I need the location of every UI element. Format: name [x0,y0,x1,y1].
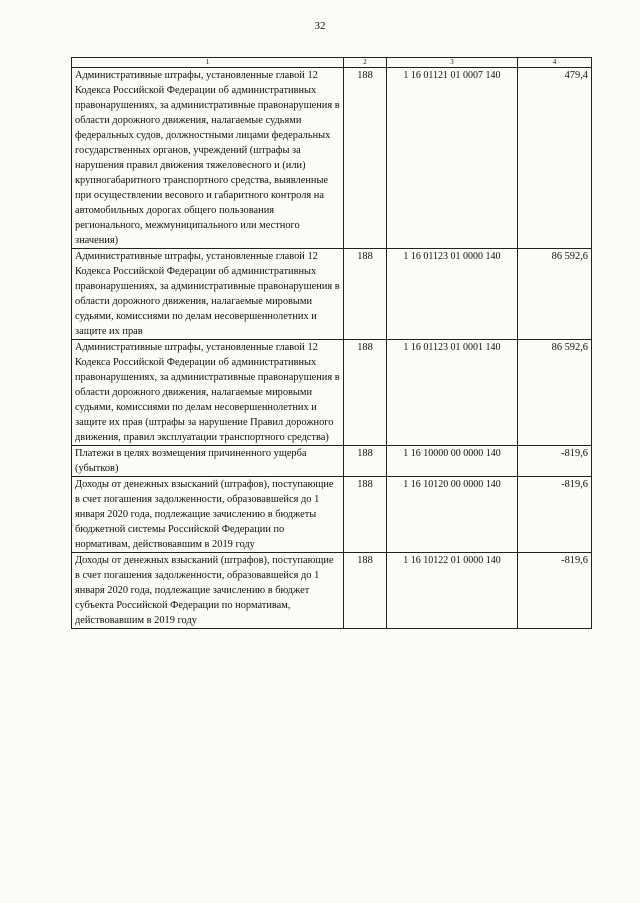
row-amount: -819,6 [518,446,592,477]
table-header-row [72,58,592,68]
page-number: 32 [314,20,326,32]
row-admin-code: 188 [344,477,387,553]
header-col-1: 1 [72,58,344,68]
header-col-3: 3 [387,58,518,68]
row-admin-code: 188 [344,446,387,477]
row-name: Административные штрафы, установленные главой 12 Кодекса Российской Федерации об административных правонарушениях, за административные правонарушения в области дорожного движения, налагаемые мировыми судьями, комиссиями по делам несовершеннолетних и защите их прав [72,249,344,340]
row-name: Платежи в целях возмещения причиненного ущерба (убытков) [72,446,344,477]
header-col-4: 4 [518,58,592,68]
row-budget-code: 1 16 01123 01 0001 140 [387,340,518,446]
row-name: Административные штрафы, установленные главой 12 Кодекса Российской Федерации об административных правонарушениях, за административные правонарушения в области дорожного движения, налагаемые судьями федеральных судов, должностными лицами федеральных государственных органов, учреждений (штрафы за нарушения правил движения тяжеловесного и (или) крупногабаритного транспортного средства, выявленные при осуществлении весового и габаритного контроля на автомобильных дорогах общего пользования регионального, межмуниципального или местного значения) [72,68,344,249]
table-row [72,68,592,249]
row-admin-code: 188 [344,553,387,629]
table-row [72,553,592,629]
table-row [72,340,592,446]
row-admin-code: 188 [344,68,387,249]
row-amount: -819,6 [518,477,592,553]
row-budget-code: 1 16 10122 01 0000 140 [387,553,518,629]
row-admin-code: 188 [344,340,387,446]
row-budget-code: 1 16 01121 01 0007 140 [387,68,518,249]
row-budget-code: 1 16 10120 00 0000 140 [387,477,518,553]
row-name: Административные штрафы, установленные главой 12 Кодекса Российской Федерации об административных правонарушениях, за административные правонарушения в области дорожного движения, налагаемые мировыми судьями, комиссиями по делам несовершеннолетних и защите их прав (штрафы за нарушение Правил дорожного движения, правил эксплуатации транспортного средства) [72,340,344,446]
row-name: Доходы от денежных взысканий (штрафов), поступающие в счет погашения задолженности, образовавшейся до 1 января 2020 года, подлежащие зачислению в бюджет субъекта Российской Федерации по нормативам, действовавшим в 2019 году [72,553,344,629]
table-row [72,249,592,340]
table-row [72,446,592,477]
row-amount: 479,4 [518,68,592,249]
revenue-table [71,57,592,629]
row-budget-code: 1 16 01123 01 0000 140 [387,249,518,340]
header-col-2: 2 [344,58,387,68]
row-admin-code: 188 [344,249,387,340]
row-amount: -819,6 [518,553,592,629]
row-name: Доходы от денежных взысканий (штрафов), поступающие в счет погашения задолженности, образовавшейся до 1 января 2020 года, подлежащие зачислению в бюджеты бюджетной системы Российской Федерации по нормативам, действовавшим в 2019 году [72,477,344,553]
row-amount: 86 592,6 [518,249,592,340]
row-amount: 86 592,6 [518,340,592,446]
row-budget-code: 1 16 10000 00 0000 140 [387,446,518,477]
table-row [72,477,592,553]
